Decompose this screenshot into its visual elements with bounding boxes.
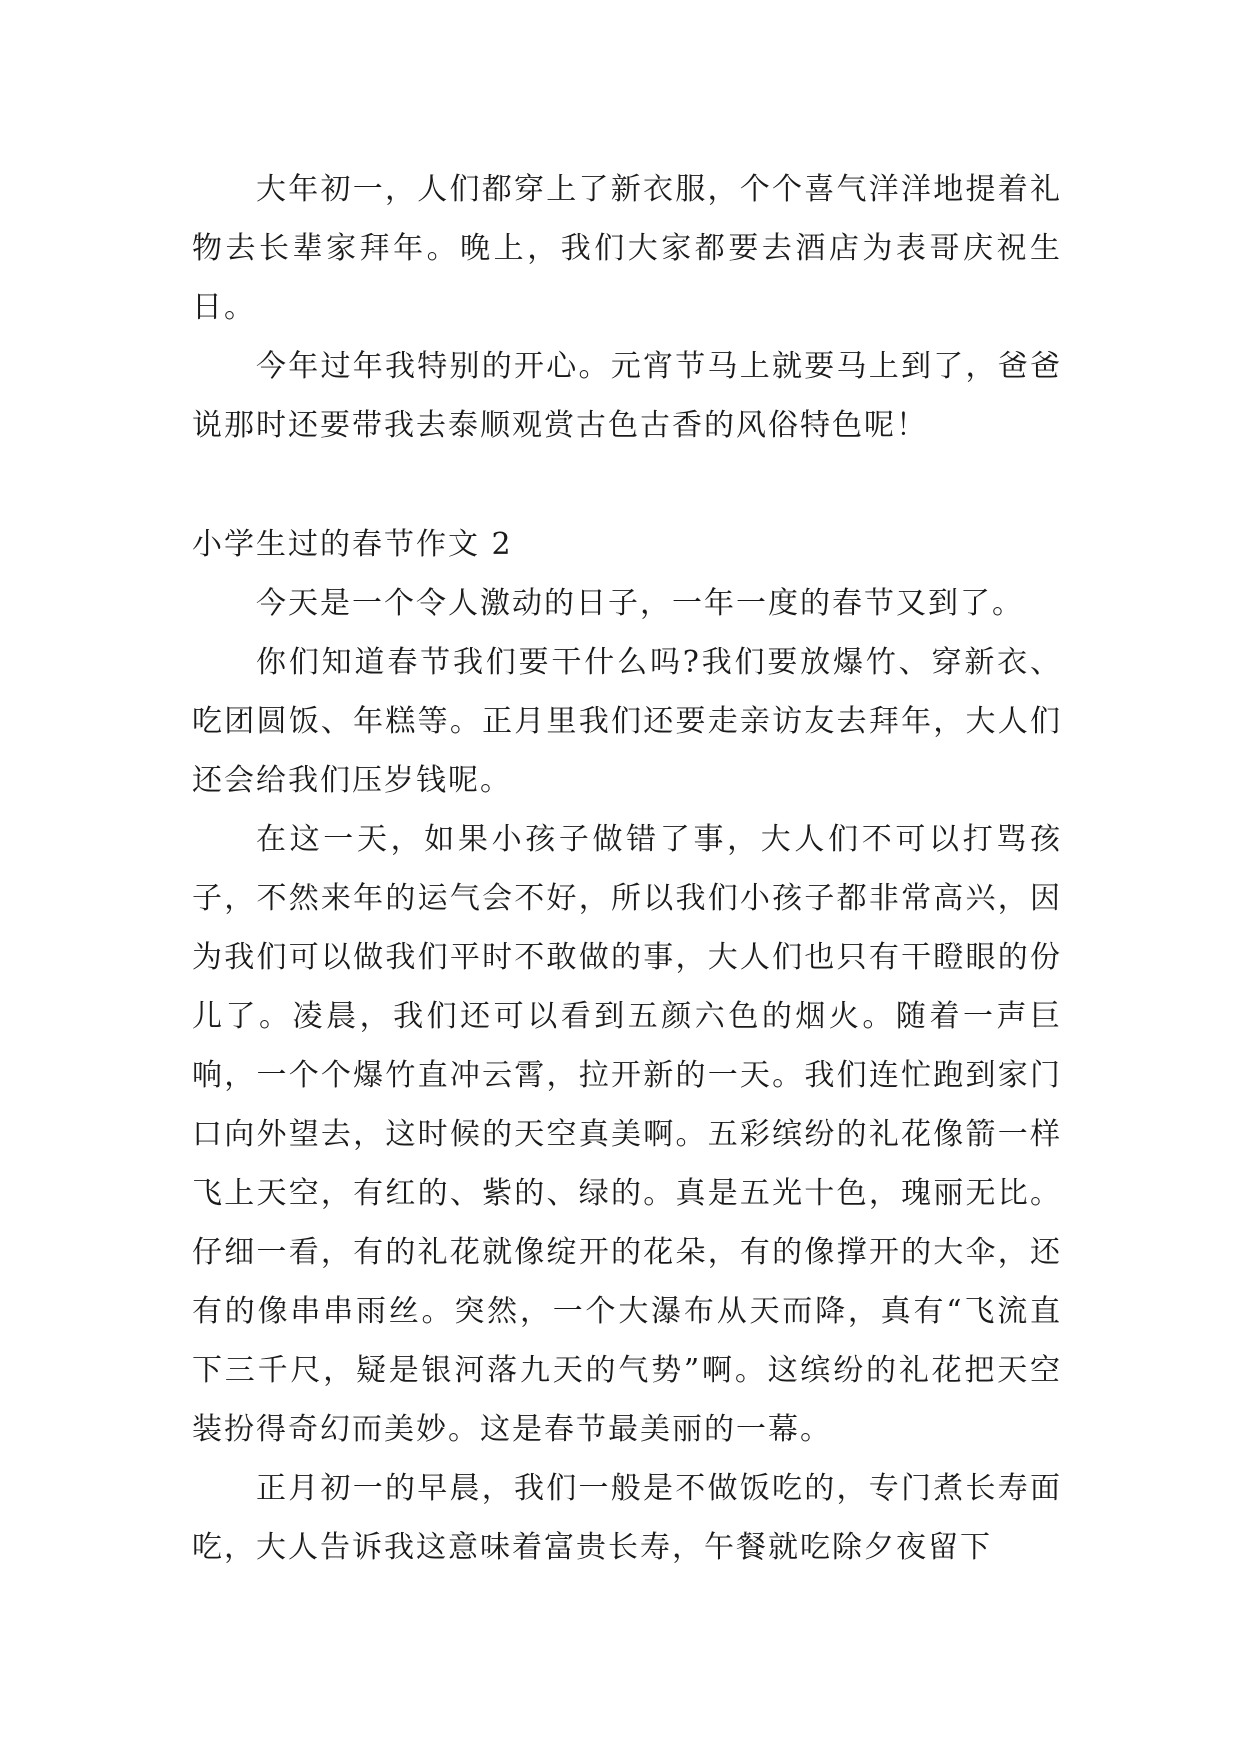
paragraph: 今年过年我特别的开心。元宵节马上就要马上到了，爸爸说那时还要带我去泰顺观赏古色古香的风俗特色呢！ (192, 349, 1062, 443)
paragraph: 你们知道春节我们要干什么吗?我们要放爆竹、穿新衣、吃团圆饭、年糕等。正月里我们还要走亲访友去拜年，大人们还会给我们压岁钱呢。 (192, 645, 1062, 798)
paragraph: 今天是一个令人激动的日子，一年一度的春节又到了。 (256, 586, 1024, 621)
section-title: 小学生过的春节作文 2 (192, 527, 513, 562)
paragraph: 大年初一，人们都穿上了新衣服，个个喜气洋洋地提着礼物去长辈家拜年。晚上，我们大家都要去酒店为表哥庆祝生日。 (192, 172, 1062, 325)
paragraph: 在这一天，如果小孩子做错了事，大人们不可以打骂孩子，不然来年的运气会不好，所以我们小孩子都非常高兴，因为我们可以做我们平时不敢做的事，大人们也只有干瞪眼的份儿了。凌晨，我们还可以看到五颜六色的烟火。随着一声巨响，一个个爆竹直冲云霄，拉开新的一天。我们连忙跑到家门口向外望去，这时候的天空真美啊。五彩缤纷的礼花像箭一样飞上天空，有红的、紫的、绿的。真是五光十色，瑰丽无比。仔细一看，有的礼花就像绽开的花朵，有的像撑开的大伞，还有的像串串雨丝。突然，一个大瀑布从天而降，真有“飞流直下三千尺，疑是银河落九天的气势”啊。这缤纷的礼花把天空装扮得奇幻而美妙。这是春节最美丽的一幕。 (192, 822, 1062, 1447)
document-page (192, 160, 1062, 1577)
paragraph: 正月初一的早晨，我们一般是不做饭吃的，专门煮长寿面吃，大人告诉我这意味着富贵长寿，午餐就吃除夕夜留下 (192, 1471, 1062, 1565)
section-gap (192, 455, 1062, 515)
